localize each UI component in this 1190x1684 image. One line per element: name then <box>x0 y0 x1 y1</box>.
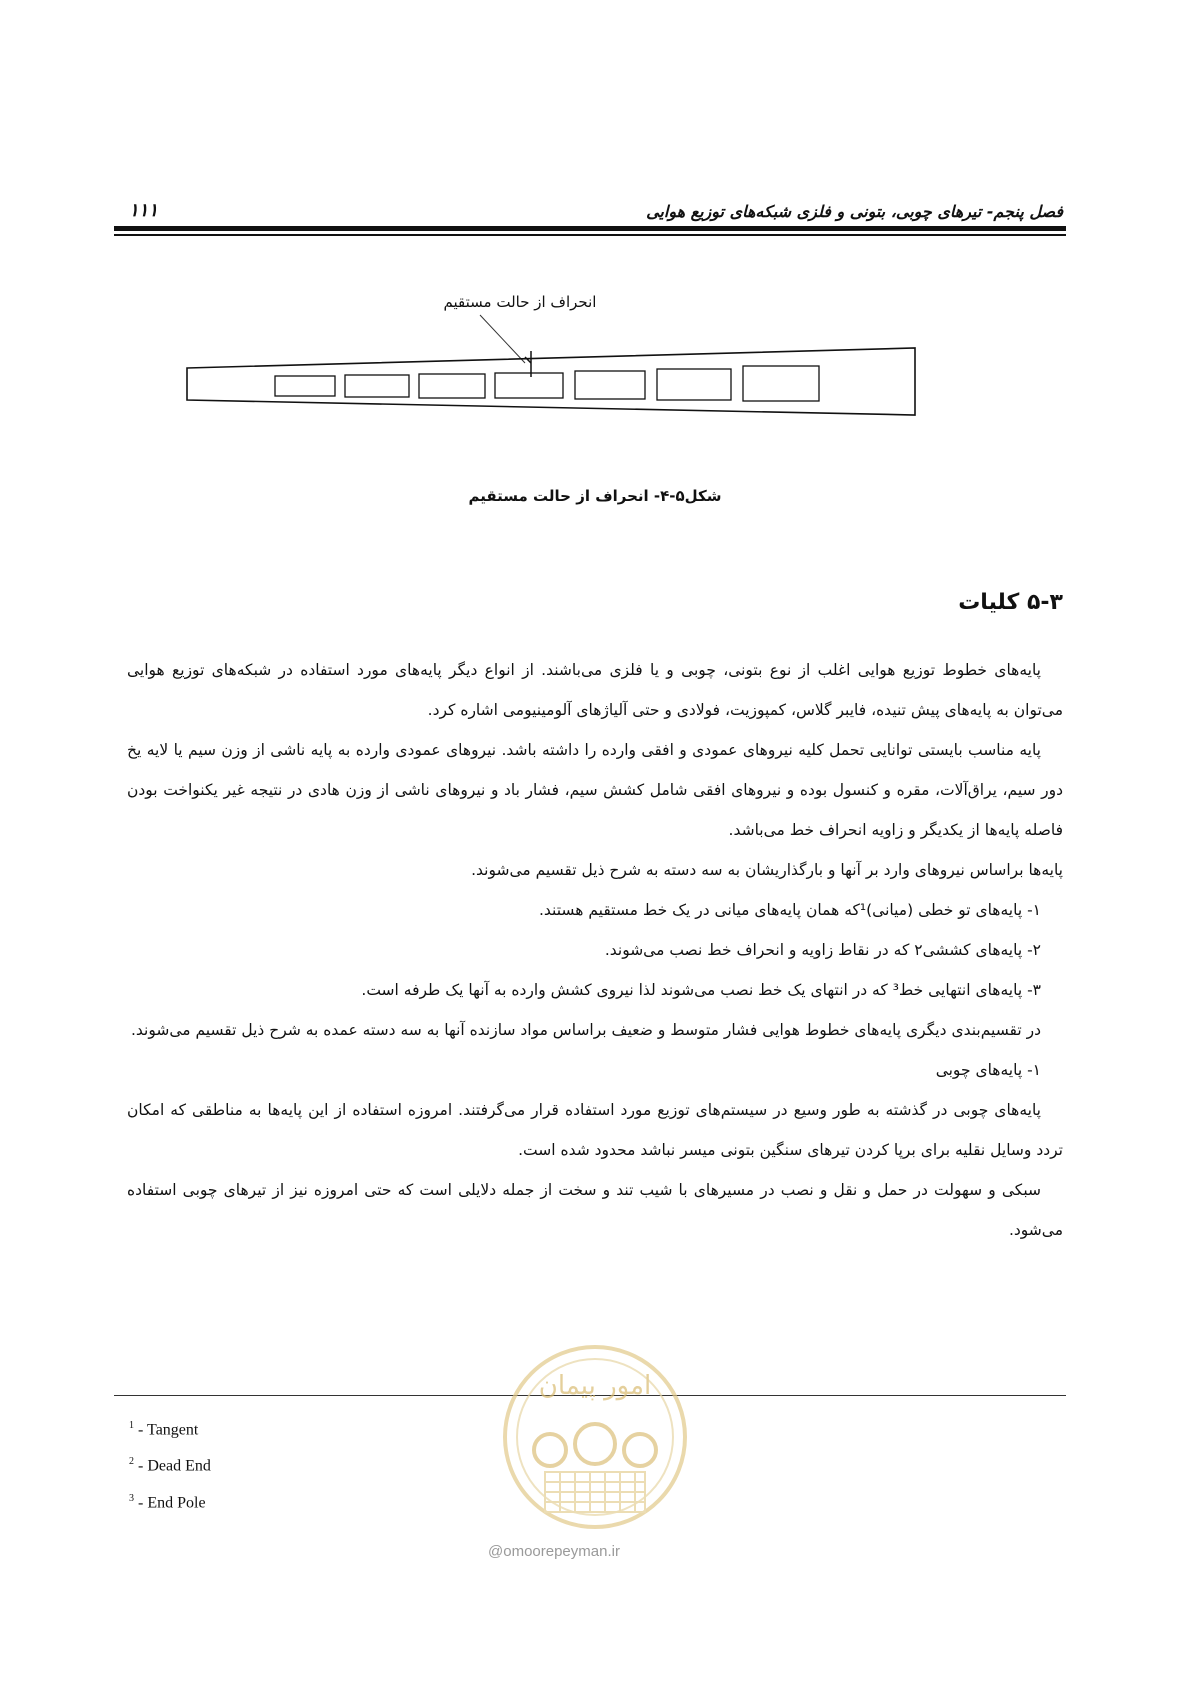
footnote-number: 2 <box>129 1456 134 1468</box>
footnote <box>129 1483 211 1519</box>
list-item: ۲- پایه‌های کششی۲ که در نقاط زاویه و انحراف خط نصب می‌شوند. <box>604 941 1041 959</box>
paragraph: در تقسیم‌بندی دیگری پایه‌های خطوط هوایی فشار متوسط و ضعیف براساس مواد سازنده آنها به سه دسته عمده به شرح ذیل تقسیم می‌شوند. <box>130 1021 1041 1039</box>
list-item: ۳- پایه‌های انتهایی خط³ که در انتهای یک خط نصب می‌شوند لذا نیروی کشش وارده به آنها یک طرفه است. <box>361 981 1041 999</box>
figure-label: انحراف از حالت مستقیم <box>443 293 597 311</box>
pole-segment <box>575 371 645 399</box>
section-heading: ۵-۳ کلیات <box>958 590 1063 615</box>
footnotes <box>129 1410 211 1519</box>
watermark-url: @omoorepeyman.ir <box>488 1543 620 1560</box>
list-item: ۱- پایه‌های چوبی <box>935 1061 1041 1079</box>
footnote-number: 3 <box>129 1492 134 1504</box>
pole-segment <box>495 373 563 398</box>
pole-segment <box>419 374 485 398</box>
footnote <box>129 1410 211 1446</box>
footnote <box>129 1446 211 1482</box>
footnote-text: - Tangent <box>134 1421 199 1439</box>
paragraph: پایه مناسب بایستی توانایی تحمل کلیه نیروهای عمودی و افقی وارده را داشته باشد. نیروهای عمودی وارده به پایه ناشی از وزن سیم یا لایه یخ دور سیم، یراق‌آلات، مقره و کنسول بوده و نیروهای افقی شامل کشش سیم، فشار باد و نیروهای ناشی از وزن هادی در نتیجه غیر یکنواخت بودن فاصله پایه‌ها از یکدیگر و زاویه انحراف خط می‌باشد. <box>127 741 1063 839</box>
page-number: ۱۱۱ <box>129 200 159 221</box>
pole-outline <box>187 348 915 415</box>
footnote-text: - End Pole <box>134 1493 206 1511</box>
paragraph: پایه‌های چوبی در گذشته به طور وسیع در سیستم‌های توزیع مورد استفاده قرار می‌گرفتند. امروزه استفاده از این پایه‌ها به مناطقی که امکان تردد وسایل نقلیه برای برپا کردن تیرهای سنگین بتونی میسر نباشد محدود شده است. <box>127 1101 1063 1159</box>
pole-deviation-figure <box>195 293 995 475</box>
chapter-title: فصل پنجم- تیرهای چوبی، بتونی و فلزی شبکه‌های توزیع هوایی <box>646 202 1063 221</box>
paragraph: سبکی و سهولت در حمل و نقل و نصب در مسیرهای با شیب تند و سخت از جمله دلایلی است که حتی امروزه نیز از تیرهای چوبی استفاده می‌شود. <box>127 1181 1063 1239</box>
body-text <box>127 650 1063 1250</box>
paragraph: پایه‌ها براساس نیروهای وارد بر آنها و بارگذاریشان به سه دسته به شرح ذیل تقسیم می‌شوند. <box>471 861 1063 879</box>
watermark-logo-text: امور پیمان <box>538 1371 652 1401</box>
paragraph: پایه‌های خطوط توزیع هوایی اغلب از نوع بتونی، چوبی و یا فلزی می‌باشند. از انواع دیگر پایه‌های مورد استفاده در شبکه‌های توزیع هوایی می‌توان به پایه‌های پیش تنیده، فایبر گلاس، کمپوزیت، فولادی و حتی آلیاژهای آلومینیومی اشاره کرد. <box>127 661 1063 719</box>
footnote-number: 1 <box>129 1420 134 1431</box>
pole-segment <box>743 366 819 401</box>
pole-segment <box>345 375 409 397</box>
header-rule-thick <box>114 226 1066 231</box>
footnote-text: - Dead End <box>134 1457 211 1475</box>
header-rule-thin <box>114 234 1066 236</box>
pole-segment <box>657 369 731 400</box>
label-leader-line <box>480 315 525 363</box>
pole-segment <box>275 376 335 396</box>
figure-caption: شکل۵-۴- انحراف از حالت مستقیم <box>468 487 722 505</box>
watermark-logo <box>490 1332 700 1562</box>
list-item: ۱- پایه‌های تو خطی (میانی)¹که همان پایه‌های میانی در یک خط مستقیم هستند. <box>538 901 1041 919</box>
